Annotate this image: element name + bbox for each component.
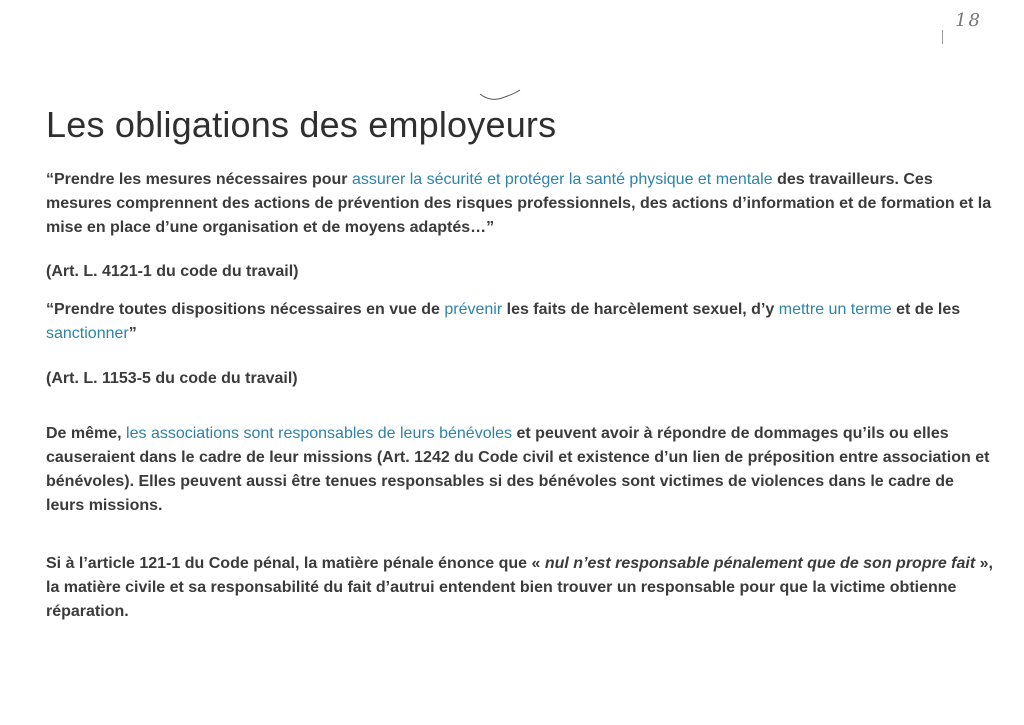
pen-scribble-mark [476, 88, 524, 104]
paragraph-employer-safety-obligation: “Prendre les mesures nécessaires pour assurer la sécurité et protéger la santé physique et mentale des travailleurs. Ces mesures comprennent des actions de prévention des risques professionnels, des actions d’information et de formation et la mise en place d’une organisation et de moyens adaptés…” [46, 171, 992, 236]
pen-tick-mark [942, 30, 943, 44]
highlight-associations-responsible: les associations sont responsables de leurs bénévoles [126, 425, 513, 442]
handwritten-page-number: 18 [955, 10, 982, 31]
highlight-safety-health: assurer la sécurité et protéger la santé physique et mentale [351, 171, 773, 188]
page-title: Les obligations des employeurs [46, 104, 557, 145]
emphasis-quote: nul n’est responsable pénalement que de son propre fait [544, 555, 976, 572]
paragraph-harassment-obligation: “Prendre toutes dispositions nécessaires en vue de prévenir les faits de harcèlement sexuel, d’y mettre un terme et de les sanctionner” [46, 301, 961, 342]
citation-art-l1153-5: (Art. L. 1153-5 du code du travail) [46, 370, 298, 387]
highlight-prevent: prévenir [444, 301, 503, 318]
paragraph-penal-civil-responsibility: Si à l’article 121-1 du Code pénal, la matière pénale énonce que « nul n’est responsable pénalement que de son propre fait », la matière civile et sa responsabilité du fait d’autrui entendent bien trouver un responsable pour que la victime obtienne réparation. [46, 555, 993, 620]
citation-art-l4121-1: (Art. L. 4121-1 du code du travail) [46, 263, 299, 280]
highlight-sanction: sanctionner [46, 325, 129, 342]
paragraph-association-responsibility: De même, les associations sont responsables de leurs bénévoles et peuvent avoir à répondre de dommages qu’ils ou elles causeraient dans le cadre de leur missions (Art. 1242 du Code civil et existence d’un lien de préposition entre association et bénévoles). Elles peuvent aussi être tenues responsables si des bénévoles sont victimes de violences dans le cadre de leurs missions. [46, 425, 990, 514]
highlight-stop: mettre un terme [778, 301, 892, 318]
